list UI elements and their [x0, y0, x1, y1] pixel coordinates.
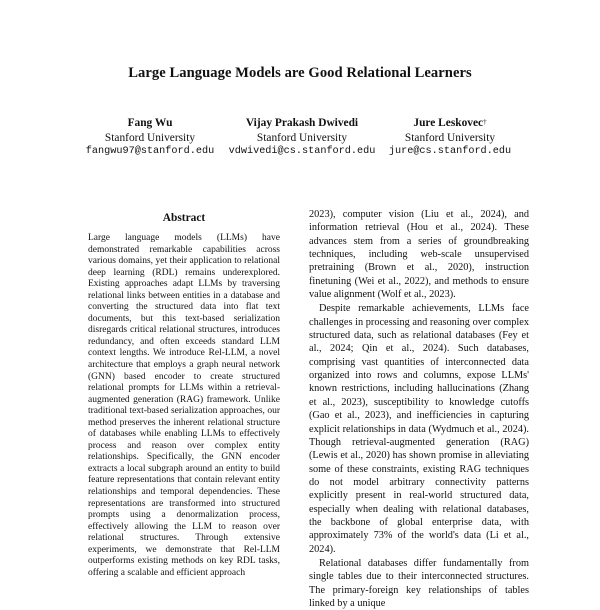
author-name [360, 116, 540, 131]
paper-title: Large Language Models are Good Relational Learners [128, 65, 472, 81]
author-block-3 [360, 116, 540, 160]
author-affiliation: Stanford University [256, 131, 348, 144]
author-affiliation: Stanford University [404, 131, 496, 144]
author-email: vdwivedi@cs.stanford.edu [228, 146, 376, 158]
author-name-text: Vijay Prakash Dwivedi [245, 117, 359, 129]
author-email: jure@cs.stanford.edu [388, 146, 512, 158]
body-column [309, 208, 529, 610]
author-email: fangwu97@stanford.edu [85, 146, 215, 158]
body-paragraph-2: Despite remarkable achievements, LLMs face challenges in processing and reasoning over complex structured data, such as relational databases (Fey et al., 2024; Qin et al., 2024). Such databases, comprising vast quantities of interconnected data organized into rows and columns, expose LLMs' known restrictions, including hallucinations (Zhang et al., 2023), susceptibility to knowledge cutoffs (Gao et al., 2023), and inefficiencies in capturing explicit relationships in data (Wydmuch et al., 2024). Though retrieval-augmented generation (RAG) (Lewis et al., 2020) has shown promise in alleviating some of these constraints, existing RAG techniques do not model arbitrary connectivity patterns explicitly present in real-world structured data, especially when dealing with relational databases, the backbone of global enterprise data, with approximately 73% of the world's data (Li et al., 2024). [309, 303, 529, 555]
author-name-text: Jure Leskovec [413, 117, 484, 129]
body-paragraph-3: Relational databases differ fundamentally from single tables due to their interconnected structures. The primary-foreign key relationships of tables linked by a unique [309, 557, 529, 609]
abstract-text: Large language models (LLMs) have demonstrated remarkable capabilities across various domains, yet their application to relational deep learning (RDL) remains underexplored. Existing approaches adapt LLMs by traversing relational links between entities in a database and converting the structured data into flat text documents, but this text-based serialization disregards critical relational structures, introduces redundancy, and often exceeds standard LLM context lengths. We introduce Rel-LLM, a novel architecture that employs a graph neural network (GNN) based encoder to create structured relational prompts for LLMs within a retrieval-augmented generation (RAG) framework. Unlike traditional text-based serialization approaches, our method preserves the inherent relational structure of databases while enabling LLMs to effectively process and reason over complex entity relationships. Specifically, the GNN encoder extracts a local subgraph around an entity to build feature representations that contain relevant entity relationships and temporal dependencies. These representations are transformed into structured prompts using a denormalization process, effectively allowing the LLM to reason over relational structures. Through extensive experiments, we demonstrate that Rel-LLM outperforms existing methods on key RDL tasks, offering a scalable and efficient approach [88, 233, 280, 578]
footnote-mark: † [483, 118, 487, 126]
abstract-heading: Abstract [162, 212, 206, 224]
author-affiliation: Stanford University [104, 131, 196, 144]
body-paragraph-1: 2023), computer vision (Liu et al., 2024), and information retrieval (Hou et al., 2024). These advances stem from a series of groundbreaking techniques, including web-scale unsupervised pretraining (Brown et al., 2020), instruction finetuning (Wei et al., 2022), and methods to ensure value alignment (Wolf et al., 2023). [309, 209, 529, 301]
author-name-text: Fang Wu [127, 117, 173, 129]
